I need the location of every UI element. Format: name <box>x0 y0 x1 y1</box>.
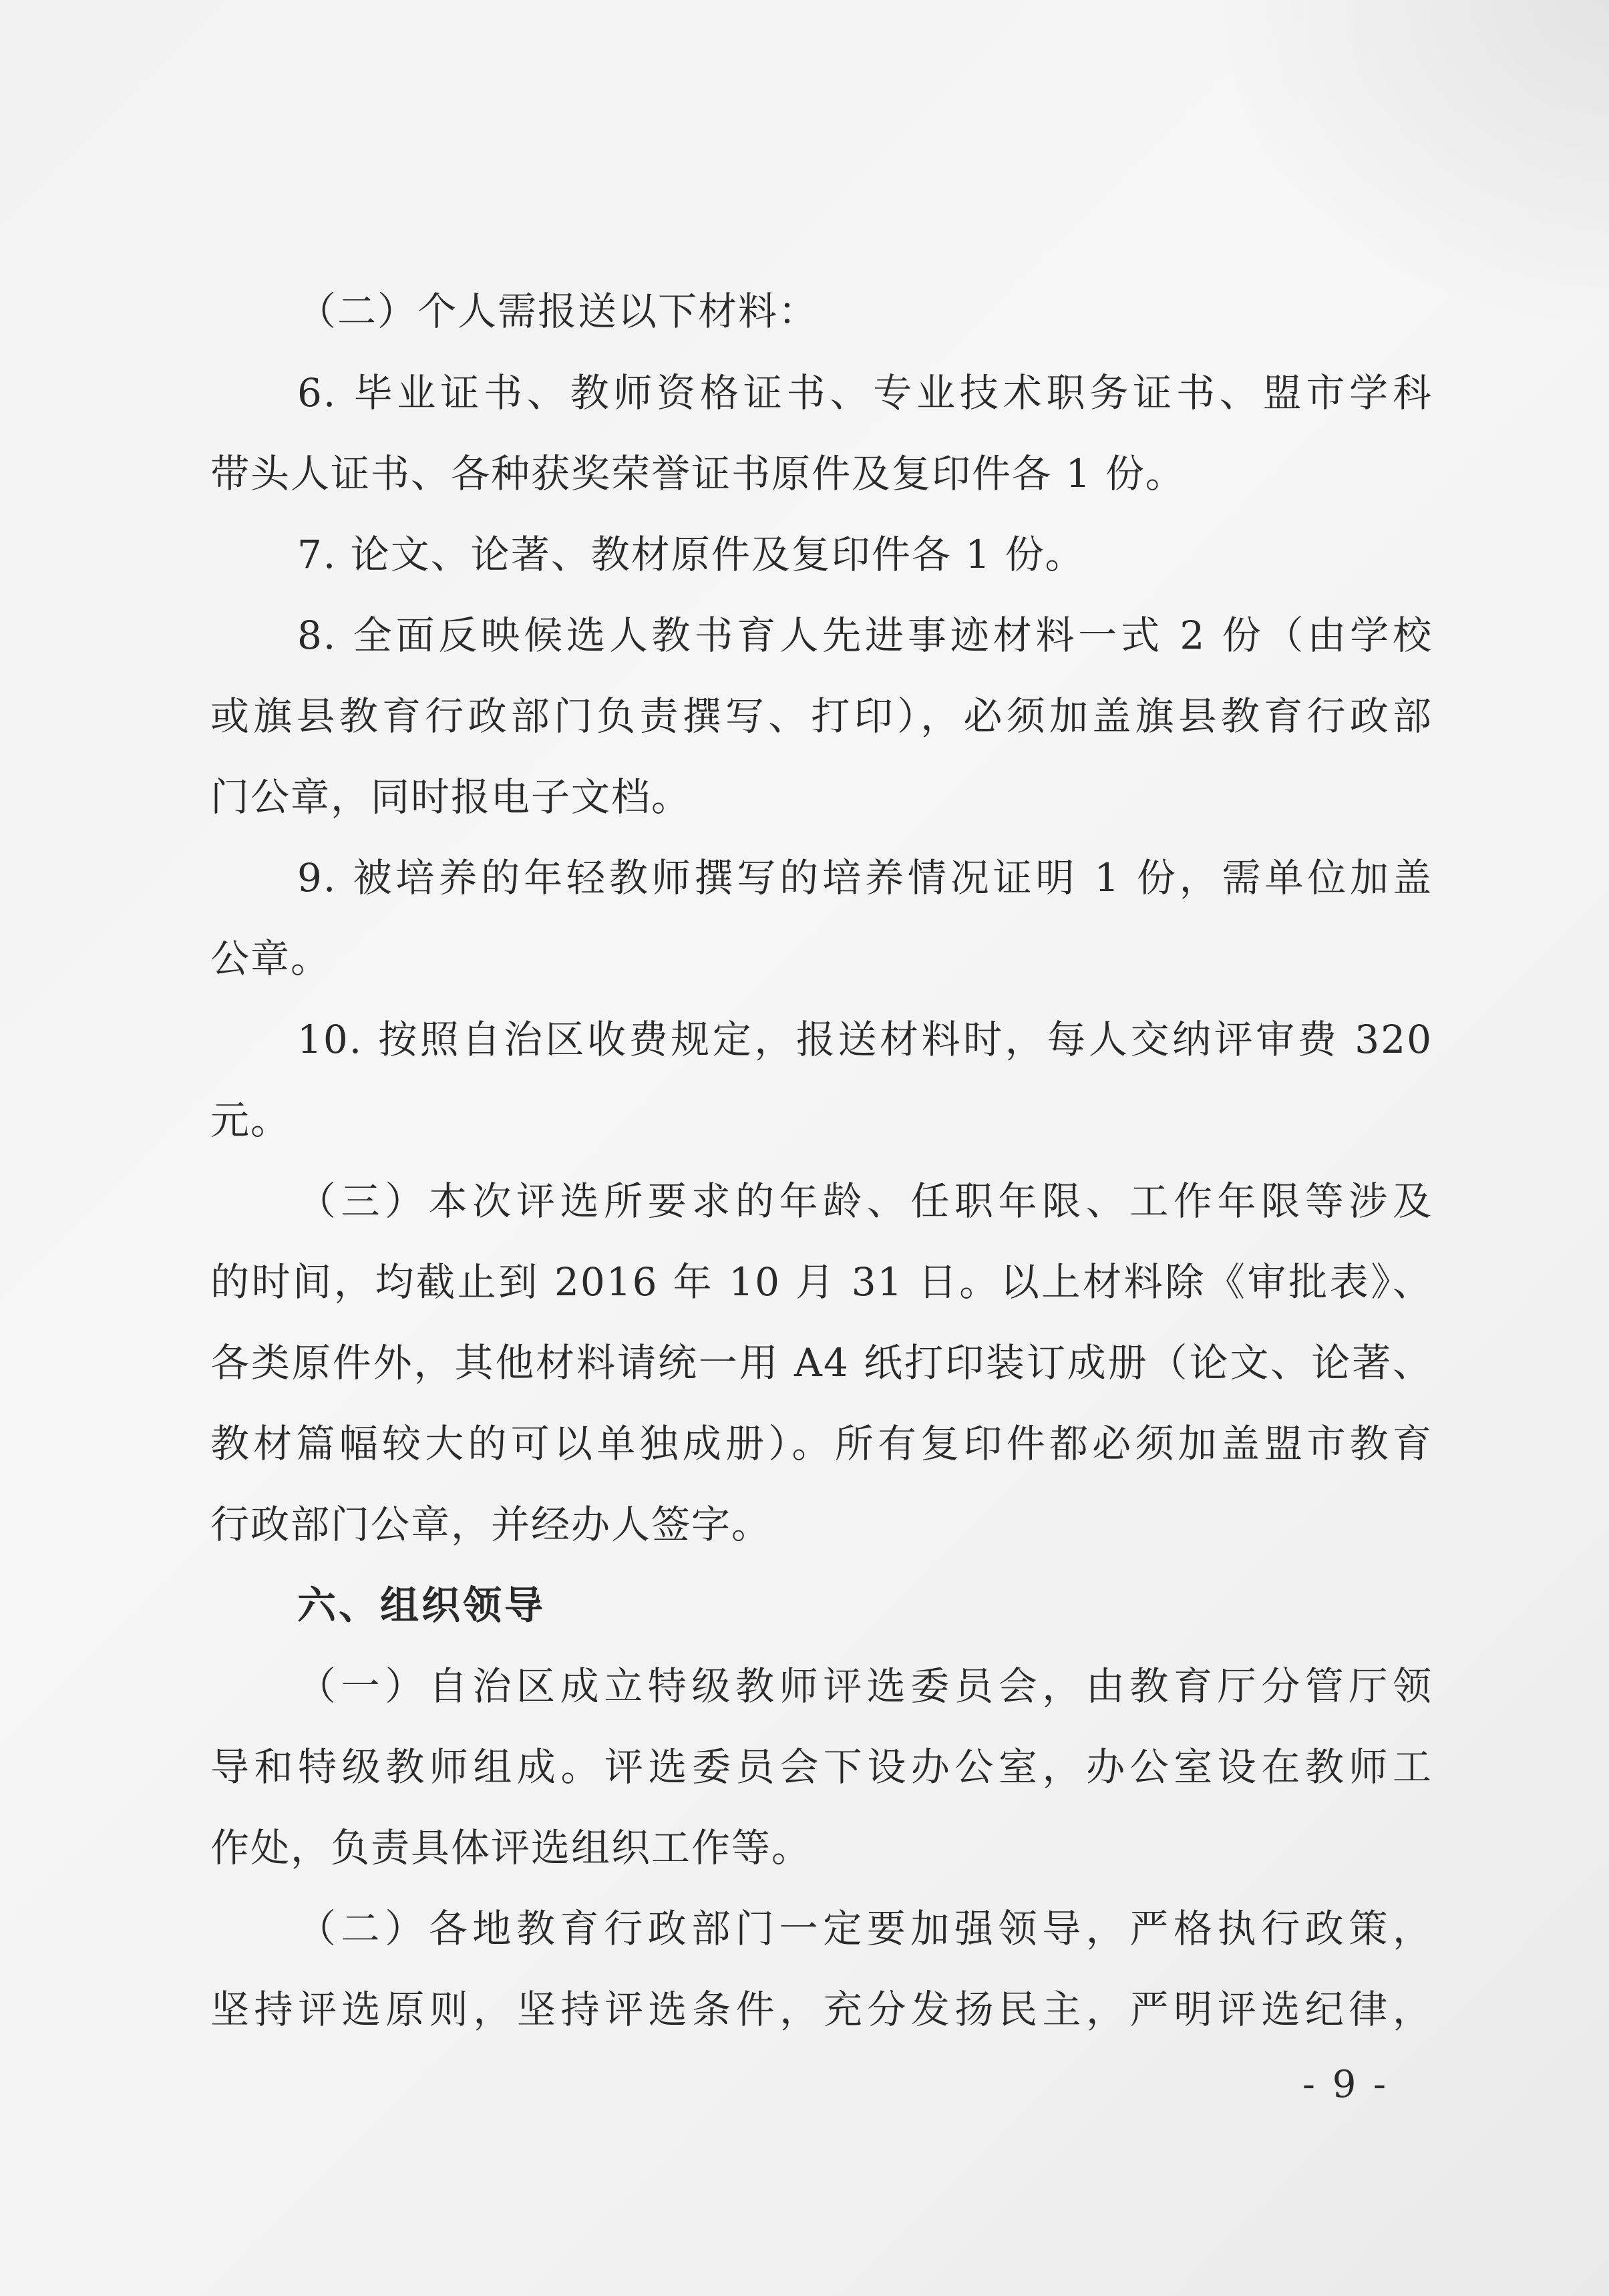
paragraph-line: 各类原件外，其他材料请统一用 A4 纸打印装订成册（论文、论著、 <box>210 1340 1433 1385</box>
paragraph-line: （二）个人需报送以下材料： <box>297 289 819 334</box>
paragraph-line: 门公章，同时报电子文档。 <box>210 774 692 820</box>
paragraph-line: 9. 被培养的年轻教师撰写的培养情况证明 1 份，需单位加盖 <box>297 855 1433 900</box>
paragraph-line: 元。 <box>210 1098 291 1143</box>
paragraph-line: 8. 全面反映候选人教书育人先进事迹材料一式 2 份（由学校 <box>297 613 1433 658</box>
paragraph-line: 行政部门公章，并经办人签字。 <box>210 1502 772 1547</box>
paragraph-line: 7. 论文、论著、教材原件及复印件各 1 份。 <box>297 532 1085 577</box>
paragraph-line: 或旗县教育行政部门负责撰写、打印），必须加盖旗县教育行政部 <box>210 693 1433 739</box>
paragraph-line: 公章。 <box>210 936 331 981</box>
paragraph-line: 10. 按照自治区收费规定，报送材料时，每人交纳评审费 320 <box>297 1017 1433 1062</box>
paragraph-line: 作处，负责具体评选组织工作等。 <box>210 1825 812 1870</box>
paragraph-line: 的时间，均截止到 2016 年 10 月 31 日。以上材料除《审批表》、 <box>210 1259 1433 1305</box>
paragraph-line: 导和特级教师组成。评选委员会下设办公室，办公室设在教师工 <box>210 1744 1433 1790</box>
paragraph-line: 坚持评选原则，坚持评选条件，充分发扬民主，严明评选纪律， <box>210 1987 1433 2032</box>
paragraph-line: 6. 毕业证书、教师资格证书、专业技术职务证书、盟市学科 <box>297 370 1433 416</box>
paragraph-line: （一）自治区成立特级教师评选委员会，由教育厅分管厅领 <box>297 1663 1433 1709</box>
paragraph-line: （二）各地教育行政部门一定要加强领导，严格执行政策， <box>297 1906 1433 1951</box>
section-heading: 六、组织领导 <box>297 1583 546 1628</box>
paragraph-line: 带头人证书、各种获奖荣誉证书原件及复印件各 1 份。 <box>210 451 1186 496</box>
page-number: - 9 - <box>1302 2063 1389 2106</box>
paragraph-line: （三）本次评选所要求的年龄、任职年限、工作年限等涉及 <box>297 1178 1433 1224</box>
scan-shadow <box>1208 0 1609 334</box>
paragraph-line: 教材篇幅较大的可以单独成册）。所有复印件都必须加盖盟市教育 <box>210 1421 1433 1466</box>
